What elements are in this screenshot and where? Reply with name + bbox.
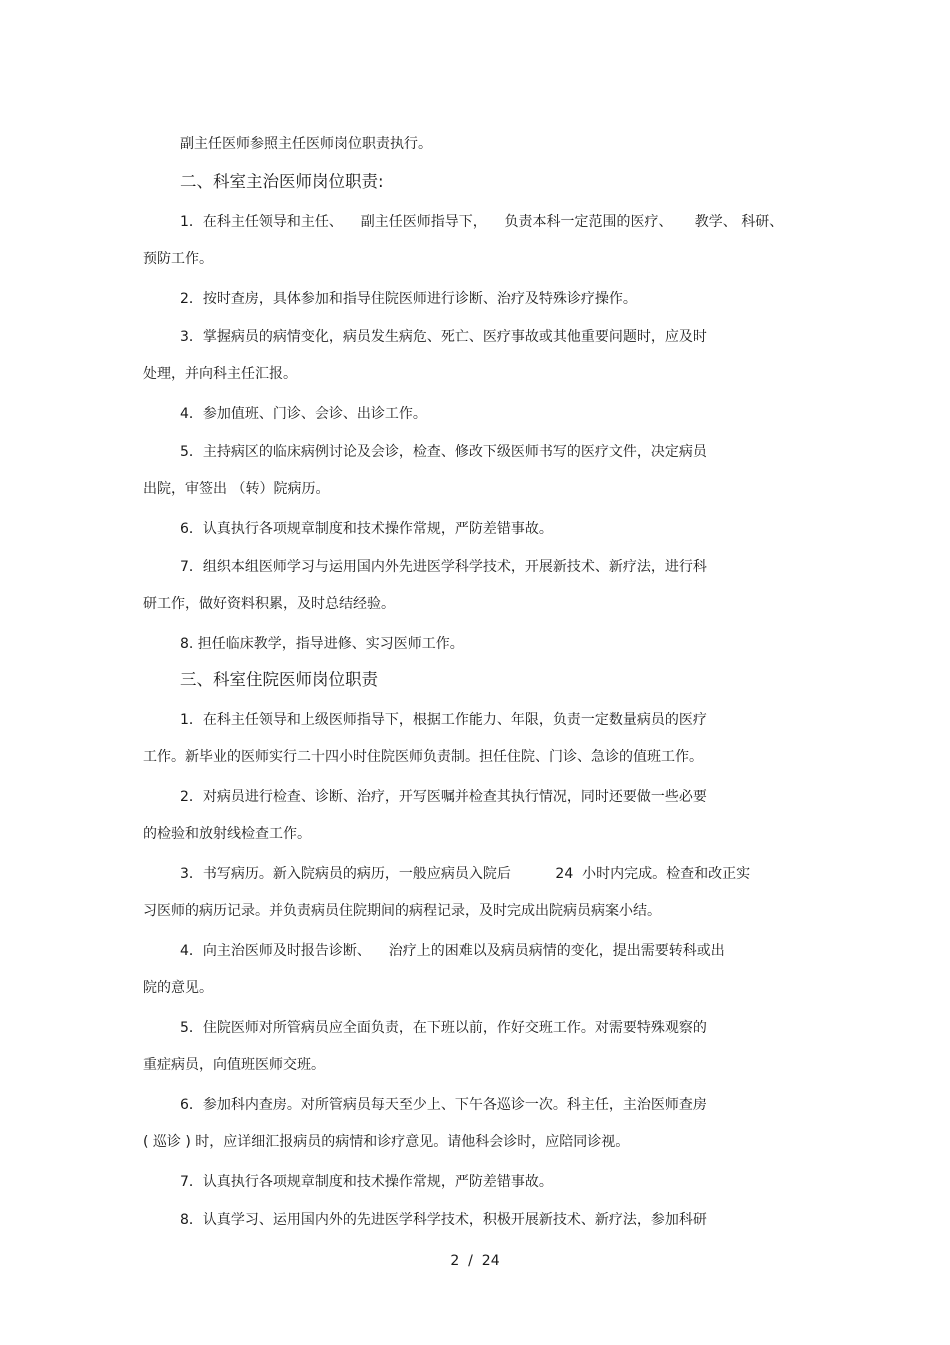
intro-text: 副主任医师参照主任医师岗位职责执行。 xyxy=(180,136,432,152)
paragraph-line: 3．书写病历。新入院病员的病历，一般应病员入院后 24 小时内完成。检查和改正实 xyxy=(180,866,751,882)
paragraph-line: ( 巡诊 ) 时，应详细汇报病员的病情和诊疗意见。请他科会诊时，应陪同诊视。 xyxy=(143,1134,630,1150)
paragraph-line: 习医师的病历记录。并负责病员住院期间的病程记录，及时完成出院病员病案小结。 xyxy=(143,903,661,919)
paragraph-line: 5．主持病区的临床病例讨论及会诊，检查、修改下级医师书写的医疗文件，决定病员 xyxy=(180,444,707,460)
paragraph-line: 1．在科主任领导和上级医师指导下，根据工作能力、年限，负责一定数量病员的医疗 xyxy=(180,712,707,728)
paragraph-line: 处理，并向科主任汇报。 xyxy=(143,366,297,382)
paragraph-line: 4．向主治医师及时报告诊断、 治疗上的困难以及病员病情的变化，提出需要转科或出 xyxy=(180,943,725,959)
page-number: 2 / 24 xyxy=(450,1253,500,1269)
paragraph-line: 出院，审签出 （转）院病历。 xyxy=(143,481,330,497)
paragraph-line: 8．认真学习、运用国内外的先进医学科学技术，积极开展新技术、新疗法，参加科研 xyxy=(180,1212,707,1228)
paragraph-line: 研工作，做好资料积累，及时总结经验。 xyxy=(143,596,395,612)
section-heading-attending: 二、科室主治医师岗位职责: xyxy=(180,172,384,191)
paragraph-line: 预防工作。 xyxy=(143,251,213,267)
paragraph-line: 7．认真执行各项规章制度和技术操作常规，严防差错事故。 xyxy=(180,1174,553,1190)
paragraph-line: 6．参加科内查房。对所管病员每天至少上、下午各巡诊一次。科主任，主治医师查房 xyxy=(180,1097,707,1113)
paragraph-line: 2．按时查房，具体参加和指导住院医师进行诊断、治疗及特殊诊疗操作。 xyxy=(180,291,637,307)
paragraph-line: 6．认真执行各项规章制度和技术操作常规，严防差错事故。 xyxy=(180,521,553,537)
paragraph-line: 4．参加值班、门诊、会诊、出诊工作。 xyxy=(180,406,427,422)
paragraph-line: 1．在科主任领导和主任、 副主任医师指导下， 负责本科一定范围的医疗、 教学、 科研、 xyxy=(180,214,784,230)
paragraph-line: 3．掌握病员的病情变化，病员发生病危、死亡、医疗事故或其他重要问题时，应及时 xyxy=(180,329,707,345)
paragraph-line: 5．住院医师对所管病员应全面负责，在下班以前，作好交班工作。对需要特殊观察的 xyxy=(180,1020,707,1036)
paragraph-line: 院的意见。 xyxy=(143,980,213,996)
section-heading-resident: 三、科室住院医师岗位职责 xyxy=(180,670,378,689)
paragraph-line: 重症病员，向值班医师交班。 xyxy=(143,1057,325,1073)
paragraph-line: 8. 担任临床教学，指导进修、实习医师工作。 xyxy=(180,636,464,652)
paragraph-line: 7．组织本组医师学习与运用国内外先进医学科学技术，开展新技术、新疗法，进行科 xyxy=(180,559,707,575)
paragraph-line: 工作。新毕业的医师实行二十四小时住院医师负责制。担任住院、门诊、急诊的值班工作。 xyxy=(143,749,703,765)
paragraph-line: 的检验和放射线检查工作。 xyxy=(143,826,311,842)
paragraph-line: 2．对病员进行检查、诊断、治疗，开写医嘱并检查其执行情况，同时还要做一些必要 xyxy=(180,789,707,805)
